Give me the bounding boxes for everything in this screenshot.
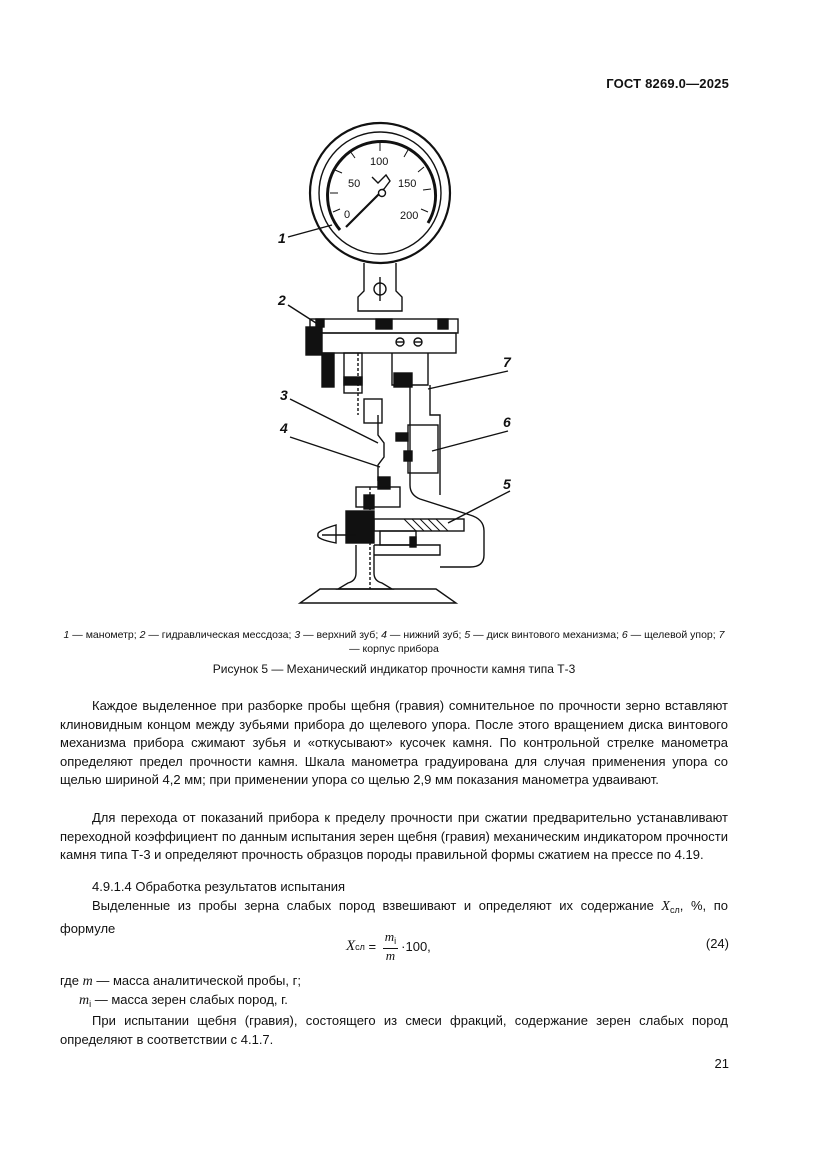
legend-text-3: — верхний зуб; [300, 629, 382, 641]
legend-text-1: — манометр; [69, 629, 140, 641]
callout-2: 2 [278, 292, 286, 308]
paragraph-procedure: Каждое выделенное при разборке пробы щебня (гравия) сомнительное по прочности зерно вставляют клиновидным концом между зубьями прибора до щелевого упора. После этого вращением диска винтового механизма прибора сжимают зубья и «откусывают» кусочек камня. По контрольной стрелке манометра определяют предел прочности камня. Шкала манометра градуирована для случая применения упора со щелью шириной 4,2 мм; при применении упора со щелью 2,9 мм показания манометра удваивают. [60, 698, 728, 787]
equation-number: (24) [705, 936, 729, 951]
callout-1: 1 [278, 230, 286, 246]
formula-lhs-sub: сл [355, 941, 365, 952]
legend-num-2: 2 [139, 629, 146, 641]
formula-equals: = [364, 939, 380, 954]
document-header: ГОСТ 8269.0—2025 [606, 76, 729, 91]
definition-m [60, 973, 301, 990]
legend-num-7: 7 [718, 629, 725, 641]
paragraph-conversion: Для перехода от показаний прибора к пределу прочности при сжатии предварительно устанавливают переходной коэффициент по данным испытания зерен щебня (гравия) механическим индикатором прочности камня типа Т-3 и определяют прочность образцов породы правильной формы сжатием на прессе по 4.19. [60, 810, 728, 862]
gauge-label-0: 0 [344, 209, 351, 221]
formula-24 [346, 930, 431, 963]
formula-den: m [385, 948, 396, 963]
figure-caption: Рисунок 5 — Механический индикатор прочности камня типа Т-3 [212, 662, 576, 676]
page-number: 21 [714, 1056, 729, 1071]
legend-num-4: 4 [381, 629, 387, 641]
formula-fraction [383, 930, 398, 963]
legend-num-3: 3 [294, 629, 301, 641]
definition-text-m: — масса аналитической пробы, г; [92, 973, 301, 988]
legend-text-2: — гидравлическая мессдоза; [145, 629, 295, 641]
strength-indicator-drawing [260, 115, 560, 620]
para3-sub: сл [669, 905, 680, 915]
formula-mult: ·100, [401, 939, 431, 954]
gauge-label-100: 100 [370, 156, 389, 168]
pressure-gauge [310, 123, 450, 263]
definition-prefix: где [60, 973, 83, 988]
section-heading: 4.9.1.4 Обработка результатов испытания [92, 879, 346, 894]
legend-num-6: 6 [621, 629, 628, 641]
legend-text-6: — щелевой упор; [627, 629, 719, 641]
para3-var: X [661, 899, 670, 914]
formula-lhs: X [346, 938, 356, 954]
legend-text-7: — корпус прибора [349, 643, 439, 655]
callout-3: 3 [280, 387, 288, 403]
legend-num-1: 1 [63, 629, 70, 641]
para3-tail: , %, по формуле [60, 898, 728, 936]
gauge-label-50: 50 [348, 178, 361, 190]
figure-legend [60, 628, 728, 656]
callout-4: 4 [280, 420, 288, 436]
gauge-label-150: 150 [398, 178, 417, 190]
definition-text-mi: — масса зерен слабых пород, г. [91, 992, 288, 1007]
definition-var-mi: m [79, 993, 90, 1008]
callout-6: 6 [503, 414, 511, 430]
para3-text: Выделенные из пробы зерна слабых пород взвешивают и определяют их содержание [92, 898, 662, 913]
legend-num-5: 5 [464, 629, 471, 641]
definition-var-m: m [82, 974, 93, 989]
formula-num-sub: i [394, 936, 397, 946]
legend-text-5: — диск винтового механизма; [470, 629, 622, 641]
gauge-label-200: 200 [400, 210, 419, 222]
legend-text-4: — нижний зуб; [387, 629, 465, 641]
paragraph-mixture: При испытании щебня (гравия), состоящего из смеси фракций, содержание зерен слабых пород определяют в соответствии с 4.1.7. [60, 1013, 728, 1047]
callout-7: 7 [503, 354, 511, 370]
callout-5: 5 [503, 476, 511, 492]
formula-num: m [384, 929, 395, 944]
definition-sub-mi: i [89, 999, 92, 1009]
definition-mi [79, 992, 288, 1009]
